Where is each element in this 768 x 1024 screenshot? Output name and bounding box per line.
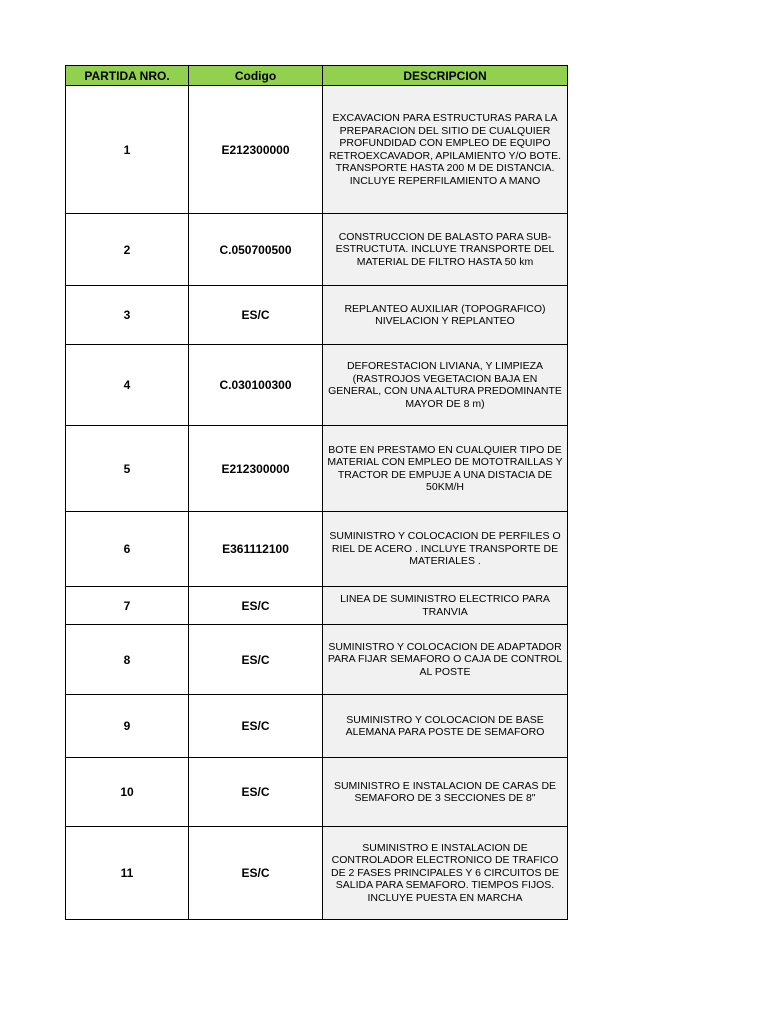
- codigo-cell: ES/C: [189, 827, 323, 920]
- descripcion-cell: SUMINISTRO E INSTALACION DE CARAS DE SEMAFORO DE 3 SECCIONES DE 8": [323, 758, 568, 827]
- codigo-cell: ES/C: [189, 625, 323, 695]
- partida-cell: 3: [66, 286, 189, 345]
- descripcion-cell: SUMINISTRO Y COLOCACION DE ADAPTADOR PARA FIJAR SEMAFORO O CAJA DE CONTROL AL POSTE: [323, 625, 568, 695]
- header-partida: PARTIDA NRO.: [66, 66, 189, 86]
- table-row: [66, 345, 568, 426]
- partida-cell: 6: [66, 512, 189, 587]
- table-row: [66, 695, 568, 758]
- descripcion-cell: CONSTRUCCION DE BALASTO PARA SUB-ESTRUCTUTA. INCLUYE TRANSPORTE DEL MATERIAL DE FILTRO HASTA 50 km: [323, 214, 568, 286]
- partida-cell: 11: [66, 827, 189, 920]
- partida-cell: 9: [66, 695, 189, 758]
- table-row: [66, 86, 568, 214]
- table-row: [66, 426, 568, 512]
- descripcion-cell: DEFORESTACION LIVIANA, Y LIMPIEZA (RASTROJOS VEGETACION BAJA EN GENERAL, CON UNA ALTURA PREDOMINANTE MAYOR DE 8 m): [323, 345, 568, 426]
- codigo-cell: C.050700500: [189, 214, 323, 286]
- partida-cell: 2: [66, 214, 189, 286]
- header-descripcion: DESCRIPCION: [323, 66, 568, 86]
- table-row: [66, 512, 568, 587]
- table-row: [66, 587, 568, 625]
- partida-cell: 1: [66, 86, 189, 214]
- partida-cell: 7: [66, 587, 189, 625]
- table-row: [66, 214, 568, 286]
- descripcion-cell: LINEA DE SUMINISTRO ELECTRICO PARA TRANVIA: [323, 587, 568, 625]
- codigo-cell: ES/C: [189, 758, 323, 827]
- table-row: [66, 286, 568, 345]
- descripcion-cell: SUMINISTRO E INSTALACION DE CONTROLADOR ELECTRONICO DE TRAFICO DE 2 FASES PRINCIPALES Y 6 CIRCUITOS DE SALIDA PARA SEMAFORO. TIEMPOS FIJOS. INCLUYE PUESTA EN MARCHA: [323, 827, 568, 920]
- descripcion-cell: REPLANTEO AUXILIAR (TOPOGRAFICO) NIVELACION Y REPLANTEO: [323, 286, 568, 345]
- header-codigo: Codigo: [189, 66, 323, 86]
- codigo-cell: ES/C: [189, 286, 323, 345]
- descripcion-cell: SUMINISTRO Y COLOCACION DE BASE ALEMANA PARA POSTE DE SEMAFORO: [323, 695, 568, 758]
- codigo-cell: E361112100: [189, 512, 323, 587]
- partida-cell: 8: [66, 625, 189, 695]
- codigo-cell: ES/C: [189, 587, 323, 625]
- partida-cell: 4: [66, 345, 189, 426]
- table-row: [66, 758, 568, 827]
- codigo-cell: C.030100300: [189, 345, 323, 426]
- descripcion-cell: SUMINISTRO Y COLOCACION DE PERFILES O RIEL DE ACERO . INCLUYE TRANSPORTE DE MATERIALES .: [323, 512, 568, 587]
- header-row: [66, 66, 568, 86]
- partida-cell: 10: [66, 758, 189, 827]
- descripcion-cell: EXCAVACION PARA ESTRUCTURAS PARA LA PREPARACION DEL SITIO DE CUALQUIER PROFUNDIDAD CON EMPLEO DE EQUIPO RETROEXCAVADOR, APILAMIENTO Y/O BOTE. TRANSPORTE HASTA 200 M DE DISTANCIA. INCLUYE REPERFILAMIENTO A MANO: [323, 86, 568, 214]
- partida-cell: 5: [66, 426, 189, 512]
- items-table: [65, 65, 568, 920]
- table-row: [66, 625, 568, 695]
- codigo-cell: ES/C: [189, 695, 323, 758]
- codigo-cell: E212300000: [189, 426, 323, 512]
- descripcion-cell: BOTE EN PRESTAMO EN CUALQUIER TIPO DE MATERIAL CON EMPLEO DE MOTOTRAILLAS Y TRACTOR DE EMPUJE A UNA DISTACIA DE 50KM/H: [323, 426, 568, 512]
- table-row: [66, 827, 568, 920]
- codigo-cell: E212300000: [189, 86, 323, 214]
